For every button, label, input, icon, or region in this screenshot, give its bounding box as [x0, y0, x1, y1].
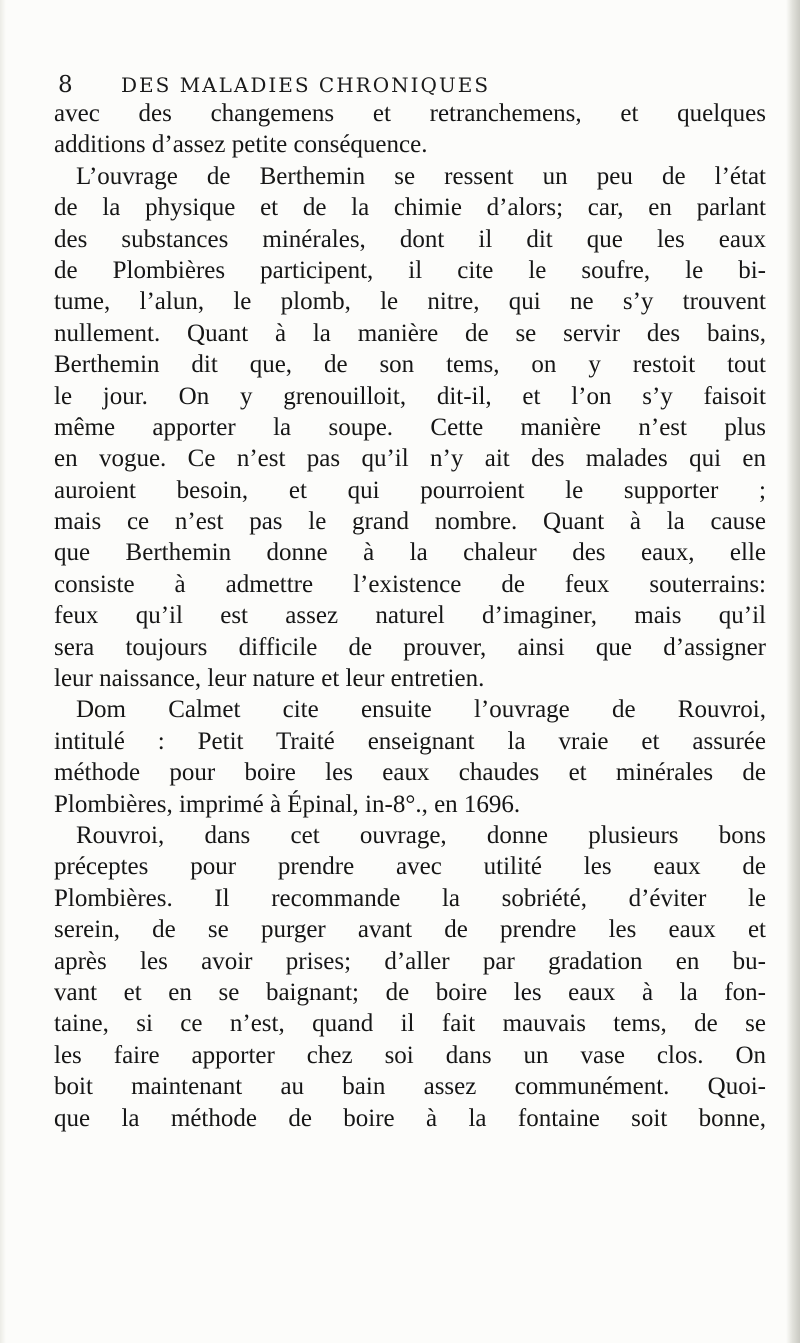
text-line: consiste à admettre l’existence de feux souterrains:	[54, 570, 766, 598]
text-line: préceptes pour prendre avec utilité les eaux de	[54, 853, 766, 881]
text-line: L’ouvrage de Berthemin se ressent un peu de l’état	[76, 162, 766, 190]
text-line: mais ce n’est pas le grand nombre. Quant à la cause	[54, 508, 766, 536]
text-line: le jour. On y grenouilloit, dit-il, et l’on s’y faisoit	[54, 382, 766, 410]
text-line: serein, de se purger avant de prendre les eaux et	[54, 916, 766, 944]
text-line: feux qu’il est assez naturel d’imaginer, mais qu’il	[54, 602, 766, 630]
text-line: sera toujours difficile de prouver, ainsi que d’assigner	[54, 633, 766, 661]
text-line: après les avoir prises; d’aller par gradation en bu-	[54, 947, 766, 975]
text-line: additions d’assez petite conséquence.	[54, 131, 428, 159]
text-line: même apporter la soupe. Cette manière n’est plus	[54, 413, 766, 441]
text-line: intitulé : Petit Traité enseignant la vraie et assurée	[54, 727, 766, 755]
text-line: Plombières, imprimé à Épinal, in-8°., en 1696.	[54, 790, 521, 818]
text-line: tume, l’alun, le plomb, le nitre, qui ne s’y trouvent	[54, 288, 766, 316]
text-line: que Berthemin donne à la chaleur des eaux, elle	[54, 539, 766, 567]
text-line: boit maintenant au bain assez communément. Quoi-	[54, 1073, 766, 1101]
text-line: que la méthode de boire à la fontaine soit bonne,	[54, 1104, 766, 1132]
running-title: DES MALADIES CHRONIQUES	[121, 73, 491, 97]
text-line: nullement. Quant à la manière de se servir des bains,	[54, 319, 766, 347]
text-line: de Plombières participent, il cite le soufre, le bi-	[54, 256, 766, 284]
text-line: méthode pour boire les eaux chaudes et minérales de	[54, 759, 766, 787]
page-number: 8	[58, 72, 73, 98]
text-line: leur naissance, leur nature et leur entretien.	[54, 665, 485, 693]
text-line: de la physique et de la chimie d’alors; car, en parlant	[54, 194, 766, 222]
text-line: en vogue. Ce n’est pas qu’il n’y ait des malades qui en	[54, 445, 766, 473]
text-line: auroient besoin, et qui pourroient le supporter ;	[54, 476, 766, 504]
text-line: Berthemin dit que, de son tems, on y restoit tout	[54, 351, 766, 379]
text-line: les faire apporter chez soi dans un vase clos. On	[54, 1041, 766, 1069]
text-line: Plombières. Il recommande la sobriété, d’éviter le	[54, 884, 766, 912]
text-line: avec des changemens et retranchemens, et quelques	[54, 100, 766, 127]
text-line: Dom Calmet cite ensuite l’ouvrage de Rouvroi,	[76, 696, 766, 724]
text-line: taine, si ce n’est, quand il fait mauvais tems, de se	[54, 1010, 766, 1038]
text-line: vant et en se baignant; de boire les eaux à la fon-	[54, 978, 766, 1006]
text-line: Rouvroi, dans cet ouvrage, donne plusieurs bons	[76, 821, 766, 849]
page-gutter-shadow	[0, 0, 6, 1343]
text-line: des substances minérales, dont il dit que les eaux	[54, 225, 766, 253]
body-text	[54, 98, 766, 1134]
running-header	[58, 72, 748, 98]
page-edge-shadow	[786, 0, 800, 1343]
